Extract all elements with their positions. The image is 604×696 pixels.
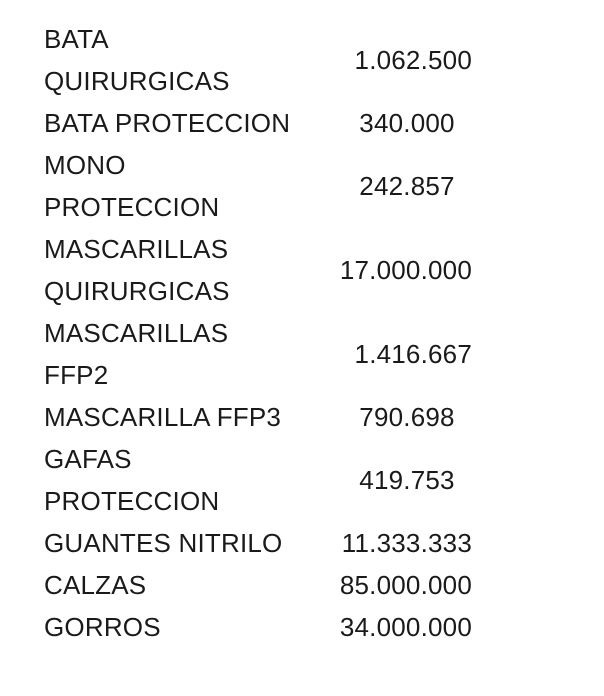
- item-name: MASCARILLA FFP3: [44, 402, 282, 432]
- table-row: [44, 18, 484, 102]
- table-row: [44, 522, 484, 564]
- item-quantity: 85.000.000: [339, 570, 472, 600]
- item-quantity: 790.698: [359, 402, 455, 432]
- item-name-line: QUIRURGICAS: [44, 276, 230, 306]
- table-row: [44, 312, 484, 396]
- item-name-line: PROTECCION: [44, 192, 220, 222]
- item-quantity: 419.753: [359, 465, 455, 495]
- item-name: [44, 144, 330, 228]
- table-row: [44, 102, 484, 144]
- item-name-line: MONO: [44, 150, 126, 180]
- table-row: [44, 144, 484, 228]
- item-quantity: 340.000: [359, 108, 455, 138]
- item-name-line: GAFAS: [44, 444, 132, 474]
- item-quantity: 1.062.500: [354, 45, 472, 75]
- item-quantity: 1.416.667: [354, 339, 472, 369]
- item-name: [44, 18, 330, 102]
- item-name-line: QUIRURGICAS: [44, 66, 230, 96]
- table-row: [44, 438, 484, 522]
- table-row: [44, 564, 484, 606]
- item-quantity: 11.333.333: [341, 528, 472, 558]
- item-name: CALZAS: [44, 570, 147, 600]
- item-quantity: 17.000.000: [339, 255, 472, 285]
- supplies-table: [44, 18, 484, 648]
- item-name: [44, 312, 330, 396]
- item-quantity: 34.000.000: [339, 612, 472, 642]
- item-name-line: BATA: [44, 24, 109, 54]
- item-name: GUANTES NITRILO: [44, 528, 283, 558]
- item-name: [44, 438, 330, 522]
- table-row: [44, 396, 484, 438]
- item-name: [44, 228, 330, 312]
- item-name-line: MASCARILLAS: [44, 234, 229, 264]
- item-name-line: PROTECCION: [44, 486, 220, 516]
- item-name-line: FFP2: [44, 360, 109, 390]
- table-row: [44, 606, 484, 648]
- item-name: BATA PROTECCION: [44, 108, 291, 138]
- item-quantity: 242.857: [359, 171, 455, 201]
- item-name-line: MASCARILLAS: [44, 318, 229, 348]
- table-row: [44, 228, 484, 312]
- item-name: GORROS: [44, 612, 161, 642]
